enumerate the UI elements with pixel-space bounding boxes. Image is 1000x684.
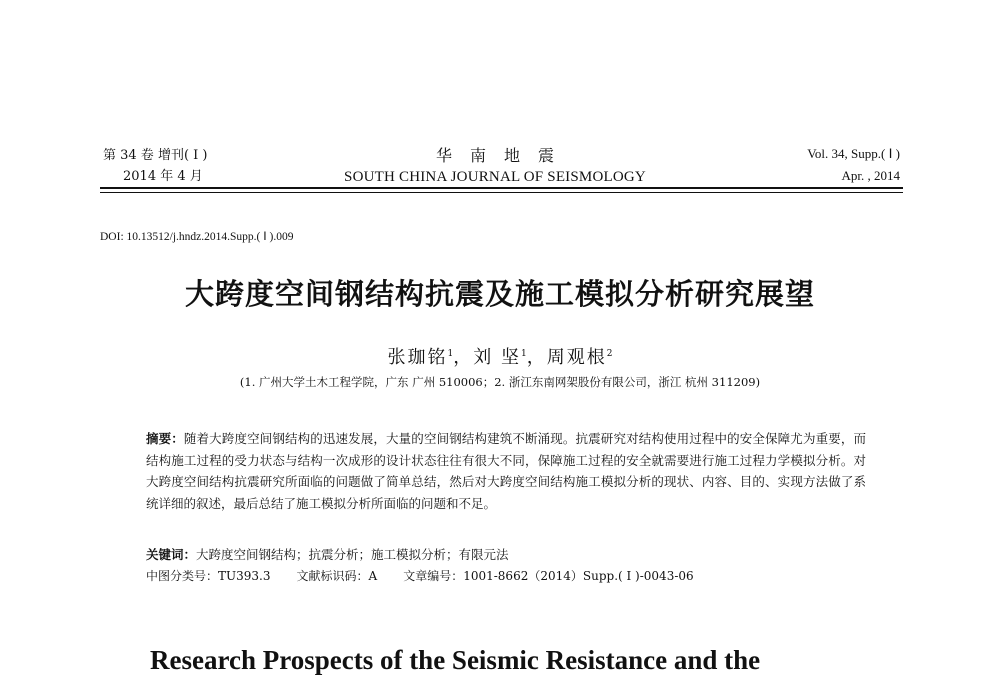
author-separator: ，	[526, 347, 547, 368]
keywords-label: 关键词：	[146, 547, 197, 562]
classification-line	[146, 567, 694, 584]
clc-value: TU393.3	[218, 569, 271, 583]
journal-name-en: SOUTH CHINA JOURNAL OF SEISMOLOGY	[344, 169, 646, 185]
abstract-text: 随着大跨度空间钢结构的迅速发展，大量的空间钢结构建筑不断涌现。抗震研究对结构使用过程中的安全保障尤为重要，而结构施工过程的受力状态与结构一次成形的设计状态往往有很大不同，保障施工过程的安全就需要进行施工过程力学模拟分析。对大跨度空间结构抗震研究所面临的问题做了简单总结，然后对大跨度空间结构施工模拟分析的现状、内容、目的、实现方法做了系统详细的叙述，最后总结了施工模拟分析所面临的问题和不足。	[146, 431, 866, 511]
author-name: 刘 坚	[473, 347, 521, 368]
article-no-value: 1001-8662（2014）Supp.( Ⅰ )-0043-06	[463, 569, 694, 583]
author-list	[0, 343, 1000, 369]
date-en: Apr. , 2014	[841, 168, 900, 183]
doi: DOI: 10.13512/j.hndz.2014.Supp.( Ⅰ ).009	[100, 231, 294, 243]
paper-title-cn: 大跨度空间钢结构抗震及施工模拟分析研究展望	[184, 277, 815, 311]
journal-name-cn: 华南地震	[435, 146, 572, 165]
affiliation: (1. 广州大学土木工程学院，广东 广州 510006；2. 浙江东南网架股份有限公司，浙江 杭州 311209)	[239, 375, 761, 389]
journal-header	[300, 145, 690, 188]
author-affil-mark: 2	[606, 349, 613, 359]
keywords-text: 大跨度空间钢结构；抗震分析；施工模拟分析；有限元法	[196, 547, 509, 562]
paper-title-en: Research Prospects of the Seismic Resistance and the	[150, 645, 761, 675]
keywords	[146, 545, 509, 563]
abstract	[146, 428, 866, 514]
author-separator: ，	[453, 347, 474, 368]
abstract-label: 摘要：	[146, 431, 184, 446]
header-rule-thin	[100, 192, 903, 193]
volume-en: Vol. 34, Supp.( Ⅰ )	[807, 146, 900, 161]
volume-cn: 第 34 卷 增刊( Ⅰ )	[103, 148, 208, 163]
clc-label: 中图分类号：	[146, 569, 219, 583]
header-right	[807, 143, 900, 187]
doc-code-label: 文献标识码：	[296, 569, 369, 583]
doc-code-value: A	[368, 569, 378, 583]
header-left	[103, 145, 207, 187]
article-no-label: 文章编号：	[403, 569, 464, 583]
author-affil-mark: 1	[521, 349, 527, 359]
author-name: 周观根	[546, 347, 607, 368]
author-affil-mark: 1	[447, 349, 454, 359]
date-cn: 2014 年 4 月	[123, 169, 203, 184]
author-name: 张珈铭	[387, 347, 448, 368]
header-rule-thick	[100, 187, 903, 189]
